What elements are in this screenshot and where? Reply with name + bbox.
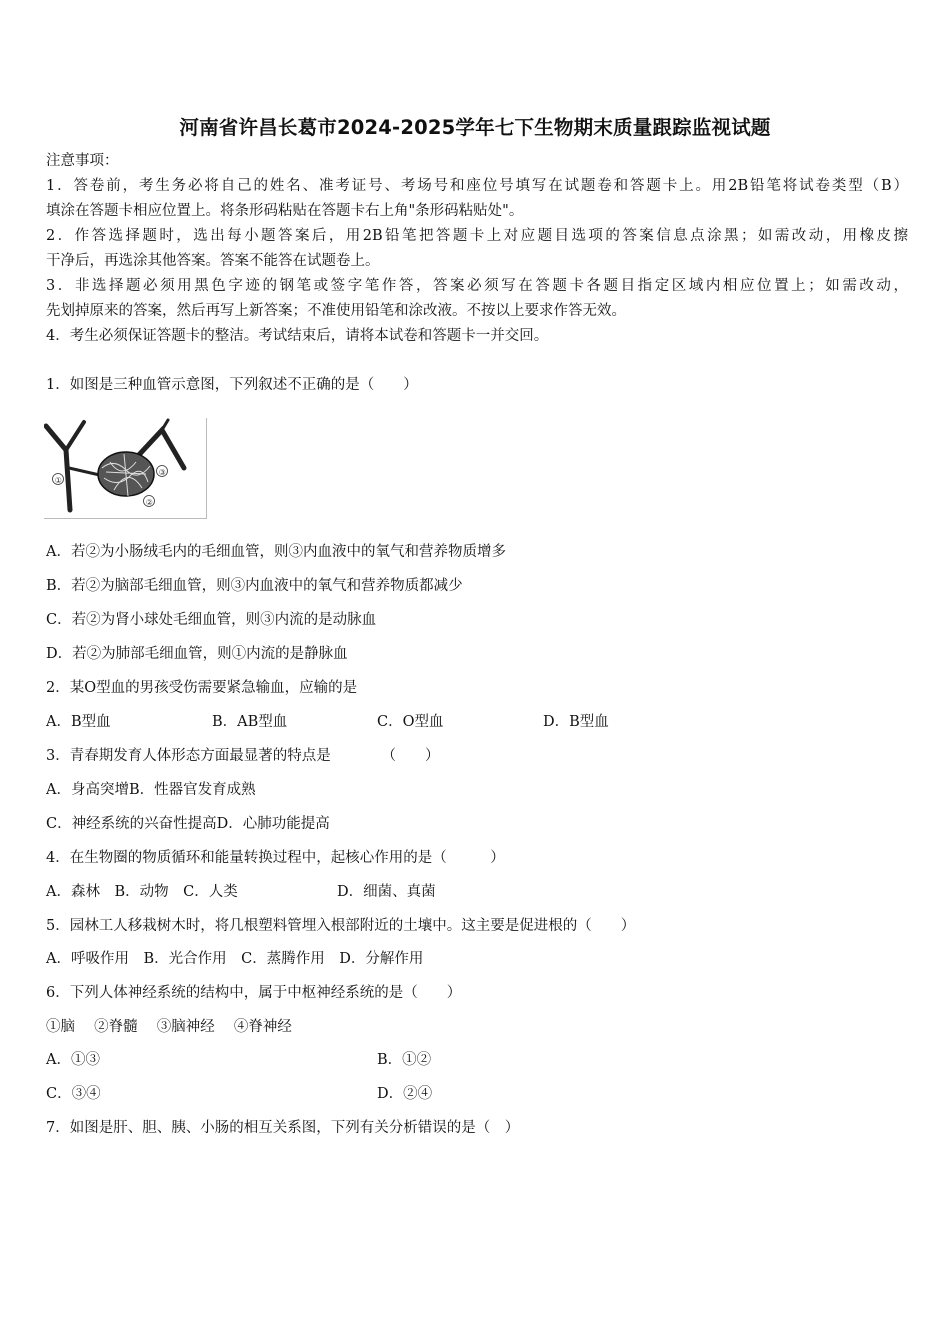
question-1-stem: 1．如图是三种血管示意图，下列叙述不正确的是（ ） (46, 377, 418, 393)
figure-label: ② (145, 497, 153, 507)
question-4-stem: 4．在生物圈的物质循环和能量转换过程中，起核心作用的是（ ） (46, 850, 505, 866)
notice-line: 填涂在答题卡相应位置上。将条形码粘贴在答题卡右上角"条形码粘贴处"。 (46, 203, 524, 219)
question-6-items: ①脑 ②脊髓 ③脑神经 ④脊神经 (46, 1019, 292, 1035)
question-5-stem: 5．园林工人移栽树木时，将几根塑料管埋入根部附近的土壤中。这主要是促进根的（ ） (46, 918, 636, 934)
blood-vessel-diagram (44, 418, 207, 519)
question-1-option-d: D．若②为肺部毛细血管，则①内流的是静脉血 (46, 646, 348, 662)
question-6-option-c: C．③④ (46, 1086, 101, 1102)
question-1-option-c: C．若②为肾小球处毛细血管，则③内流的是动脉血 (46, 612, 377, 628)
question-1-option-a: A．若②为小肠绒毛内的毛细血管，则③内血液中的氧气和营养物质增多 (46, 544, 506, 560)
question-1-option-b: B．若②为脑部毛细血管，则③内血液中的氧气和营养物质都减少 (46, 578, 463, 594)
question-2-option-a: A．B型血 (46, 714, 111, 730)
figure-label: ① (54, 475, 62, 485)
notice-line: 干净后，再选涂其他答案。答案不能答在试题卷上。 (46, 253, 380, 269)
question-4-option-d: D．细菌、真菌 (337, 884, 436, 900)
figure-label: ③ (158, 467, 166, 477)
notice-heading: 注意事项： (46, 153, 119, 169)
question-4-options-row: A．森林 B．动物 C．人类 (46, 884, 238, 900)
page-title: 河南省许昌长葛市2024-2025学年七下生物期末质量跟踪监视试题 (179, 116, 771, 139)
notice-line: 3．非选择题必须用黑色字迹的钢笔或签字笔作答，答案必须写在答题卡各题目指定区域内相应位置上；如需改动， (46, 278, 908, 294)
question-5-options-row: A．呼吸作用 B．光合作用 C．蒸腾作用 D．分解作用 (46, 951, 424, 967)
notice-line: 1．答卷前，考生务必将自己的姓名、准考证号、考场号和座位号填写在试题卷和答题卡上。用2B铅笔将试卷类型（B） (46, 178, 908, 194)
question-7-stem: 7．如图是肝、胆、胰、小肠的相互关系图，下列有关分析错误的是（ ） (46, 1120, 520, 1136)
question-2-option-b: B．AB型血 (212, 714, 288, 730)
question-6-option-d: D．②④ (377, 1086, 433, 1102)
question-2-option-d: D．B型血 (543, 714, 609, 730)
question-6-option-a: A．①③ (46, 1052, 100, 1068)
question-6-option-b: B．①② (377, 1052, 432, 1068)
question-3-options-row: A．身高突增B．性器官发育成熟 (46, 782, 256, 798)
question-6-stem: 6．下列人体神经系统的结构中，属于中枢神经系统的是（ ） (46, 985, 462, 1001)
question-2-option-c: C．O型血 (377, 714, 444, 730)
notice-line: 4．考生必须保证答题卡的整洁。考试结束后，请将本试卷和答题卡一并交回。 (46, 328, 549, 344)
question-3-options-row: C．神经系统的兴奋性提高D．心肺功能提高 (46, 816, 330, 832)
notice-line: 先划掉原来的答案，然后再写上新答案；不准使用铅笔和涂改液。不按以上要求作答无效。 (46, 303, 626, 319)
notice-line: 2．作答选择题时，选出每小题答案后，用2B铅笔把答题卡上对应题目选项的答案信息点涂黑；如需改动，用橡皮擦 (46, 228, 908, 244)
question-3-stem: 3．青春期发育人体形态方面最显著的特点是 （ ） (46, 748, 440, 764)
question-2-stem: 2．某O型血的男孩受伤需要紧急输血，应输的是 (46, 680, 358, 696)
